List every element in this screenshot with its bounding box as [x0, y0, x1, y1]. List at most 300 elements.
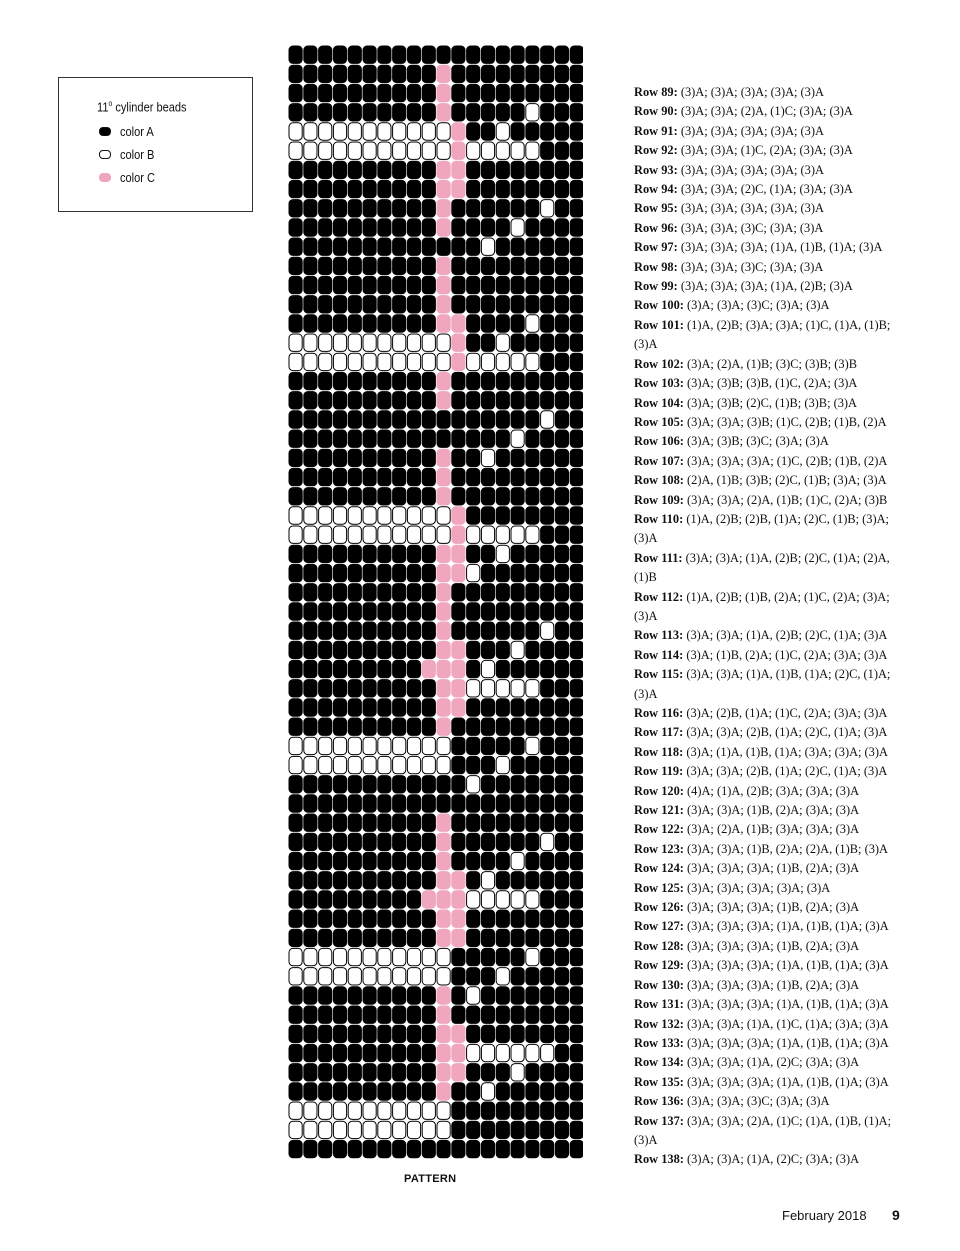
bead: [452, 564, 465, 581]
bead: [526, 564, 539, 581]
row-instructions: [634, 83, 896, 1170]
bead: [348, 142, 361, 159]
bead: [541, 833, 554, 850]
bead: [378, 852, 391, 869]
bead: [289, 891, 302, 908]
bead: [333, 795, 346, 812]
bead: [333, 1006, 346, 1023]
bead: [437, 200, 450, 217]
bead: [555, 699, 568, 716]
bead: [526, 200, 539, 217]
row-label: Row 102:: [634, 356, 684, 371]
bead: [526, 123, 539, 140]
bead: [393, 910, 406, 927]
bead: [289, 1121, 302, 1138]
bead: [452, 200, 465, 217]
bead: [363, 680, 376, 697]
bead: [319, 603, 332, 620]
bead: [319, 276, 332, 293]
row-instruction: [634, 898, 896, 917]
bead: [363, 1064, 376, 1081]
bead: [363, 392, 376, 409]
bead: [348, 948, 361, 965]
bead: [319, 1083, 332, 1100]
bead: [378, 161, 391, 178]
row-text: (3)A; (3)A; (3)A; (1)A, (1)B, (1)A; (3)A: [683, 958, 889, 973]
bead: [496, 603, 509, 620]
bead: [496, 161, 509, 178]
bead: [348, 641, 361, 658]
bead: [348, 315, 361, 332]
bead: [422, 1102, 435, 1119]
row-text: (3)A; (3)A; (2)C, (1)A; (3)A; (3)A: [677, 182, 853, 197]
row-instruction: [634, 413, 896, 432]
bead: [570, 564, 583, 581]
bead: [496, 1121, 509, 1138]
bead: [304, 660, 317, 677]
bead: [526, 372, 539, 389]
bead: [467, 430, 480, 447]
bead: [304, 948, 317, 965]
bead: [407, 1140, 420, 1157]
bead: [289, 929, 302, 946]
bead: [378, 987, 391, 1004]
bead: [496, 296, 509, 313]
bead: [393, 507, 406, 524]
bead: [481, 161, 494, 178]
bead: [407, 526, 420, 543]
bead: [570, 200, 583, 217]
bead: [348, 756, 361, 773]
bead: [452, 123, 465, 140]
bead: [555, 987, 568, 1004]
bead: [555, 468, 568, 485]
bead: [511, 699, 524, 716]
bead: [467, 929, 480, 946]
bead: [378, 1140, 391, 1157]
bead: [437, 660, 450, 677]
bead: [526, 680, 539, 697]
bead: [541, 84, 554, 101]
bead: [511, 276, 524, 293]
bead: [304, 641, 317, 658]
bead: [422, 1006, 435, 1023]
bead: [481, 315, 494, 332]
bead: [304, 1025, 317, 1042]
bead: [289, 1083, 302, 1100]
bead: [304, 296, 317, 313]
bead: [393, 46, 406, 63]
bead: [319, 622, 332, 639]
bead: [289, 430, 302, 447]
bead: [333, 180, 346, 197]
bead: [319, 180, 332, 197]
bead: [393, 123, 406, 140]
row-text: (3)A; (3)A; (3)A; (1)A, (1)B, (1)A; (3)A: [677, 240, 883, 255]
row-label: Row 101:: [634, 317, 684, 332]
bead: [348, 968, 361, 985]
bead: [393, 219, 406, 236]
bead: [467, 180, 480, 197]
bead: [393, 411, 406, 428]
bead: [378, 1044, 391, 1061]
bead: [541, 776, 554, 793]
bead: [333, 200, 346, 217]
bead: [496, 737, 509, 754]
bead: [481, 123, 494, 140]
bead: [378, 968, 391, 985]
bead: [407, 1102, 420, 1119]
bead: [570, 526, 583, 543]
bead: [319, 584, 332, 601]
bead: [541, 814, 554, 831]
bead: [363, 1044, 376, 1061]
bead: [407, 1064, 420, 1081]
bead: [348, 219, 361, 236]
bead: [541, 968, 554, 985]
bead: [422, 334, 435, 351]
bead: [437, 142, 450, 159]
bead: [452, 238, 465, 255]
bead: [363, 852, 376, 869]
bead: [481, 238, 494, 255]
row-instruction: [634, 1053, 896, 1072]
bead: [452, 1102, 465, 1119]
bead: [363, 276, 376, 293]
bead: [422, 852, 435, 869]
bead: [319, 699, 332, 716]
bead: [333, 1044, 346, 1061]
bead: [363, 257, 376, 274]
bead: [555, 564, 568, 581]
row-instruction: [634, 491, 896, 510]
bead: [452, 929, 465, 946]
bead: [348, 737, 361, 754]
bead: [496, 411, 509, 428]
bead: [541, 507, 554, 524]
bead: [333, 142, 346, 159]
bead: [555, 1140, 568, 1157]
bead: [437, 372, 450, 389]
row-label: Row 109:: [634, 492, 684, 507]
row-label: Row 111:: [634, 550, 683, 565]
bead: [481, 1102, 494, 1119]
bead: [348, 545, 361, 562]
bead: [348, 200, 361, 217]
bead: [467, 161, 480, 178]
bead: [467, 718, 480, 735]
row-instruction: [634, 316, 896, 355]
bead: [511, 180, 524, 197]
bead: [570, 84, 583, 101]
bead: [481, 1025, 494, 1042]
bead: [555, 584, 568, 601]
bead: [570, 680, 583, 697]
bead: [511, 814, 524, 831]
bead: [526, 46, 539, 63]
bead: [319, 1140, 332, 1157]
bead: [393, 718, 406, 735]
bead: [333, 46, 346, 63]
row-label: Row 92:: [634, 143, 678, 158]
bead: [363, 315, 376, 332]
bead: [319, 718, 332, 735]
bead: [511, 948, 524, 965]
row-instruction: [634, 665, 896, 704]
bead: [378, 526, 391, 543]
bead: [393, 1006, 406, 1023]
bead: [304, 1044, 317, 1061]
bead: [407, 430, 420, 447]
row-text: (3)A; (3)A; (3)C; (3)A; (3)A: [683, 1094, 830, 1109]
bead: [511, 1064, 524, 1081]
bead: [526, 987, 539, 1004]
row-instruction: [634, 394, 896, 413]
row-instruction: [634, 296, 896, 315]
bead: [422, 65, 435, 82]
bead: [526, 929, 539, 946]
bead: [348, 296, 361, 313]
bead: [526, 315, 539, 332]
bead: [481, 430, 494, 447]
bead: [452, 1006, 465, 1023]
bead: [393, 296, 406, 313]
bead: [526, 142, 539, 159]
bead: [570, 142, 583, 159]
bead: [452, 65, 465, 82]
bead: [304, 584, 317, 601]
bead: [481, 507, 494, 524]
bead: [481, 776, 494, 793]
bead: [289, 392, 302, 409]
bead: [467, 257, 480, 274]
bead: [437, 334, 450, 351]
bead: [481, 718, 494, 735]
bead: [541, 123, 554, 140]
bead: [304, 756, 317, 773]
bead: [511, 161, 524, 178]
bead: [304, 545, 317, 562]
bead: [437, 219, 450, 236]
bead: [422, 584, 435, 601]
bead: [437, 776, 450, 793]
bead: [393, 372, 406, 389]
bead: [496, 372, 509, 389]
bead: [319, 392, 332, 409]
bead: [393, 468, 406, 485]
bead: [555, 200, 568, 217]
bead: [511, 833, 524, 850]
bead: [541, 1025, 554, 1042]
bead: [348, 1044, 361, 1061]
bead: [407, 1025, 420, 1042]
bead: [304, 142, 317, 159]
bead: [363, 296, 376, 313]
bead: [496, 180, 509, 197]
row-instruction: [634, 83, 896, 102]
bead: [452, 84, 465, 101]
bead: [363, 968, 376, 985]
bead: [407, 257, 420, 274]
bead: [570, 65, 583, 82]
bead: [541, 276, 554, 293]
bead: [393, 872, 406, 889]
row-label: Row 114:: [634, 647, 684, 662]
bead: [333, 353, 346, 370]
bead: [393, 315, 406, 332]
bead: [289, 1044, 302, 1061]
row-label: Row 107:: [634, 453, 684, 468]
bead: [378, 814, 391, 831]
bead: [304, 526, 317, 543]
bead: [348, 718, 361, 735]
bead: [437, 526, 450, 543]
bead: [378, 142, 391, 159]
bead: [289, 526, 302, 543]
bead: [407, 603, 420, 620]
bead: [289, 468, 302, 485]
bead: [511, 545, 524, 562]
bead: [555, 776, 568, 793]
bead: [555, 1121, 568, 1138]
bead: [511, 737, 524, 754]
bead: [526, 603, 539, 620]
bead: [555, 46, 568, 63]
bead: [378, 910, 391, 927]
bead: [570, 545, 583, 562]
bead: [393, 737, 406, 754]
bead: [333, 219, 346, 236]
row-instruction: [634, 141, 896, 160]
row-instruction: [634, 762, 896, 781]
bead: [333, 910, 346, 927]
bead: [481, 603, 494, 620]
bead: [363, 1083, 376, 1100]
bead: [407, 545, 420, 562]
bead: [467, 1044, 480, 1061]
bead: [511, 1025, 524, 1042]
bead: [393, 852, 406, 869]
row-label: Row 97:: [634, 240, 678, 255]
bead: [541, 65, 554, 82]
bead: [570, 1006, 583, 1023]
bead: [422, 104, 435, 121]
bead: [555, 1102, 568, 1119]
bead: [333, 526, 346, 543]
bead: [289, 737, 302, 754]
bead: [333, 334, 346, 351]
bead: [541, 929, 554, 946]
bead: [319, 238, 332, 255]
row-label: Row 118:: [634, 744, 684, 759]
bead: [496, 852, 509, 869]
bead: [452, 1083, 465, 1100]
bead: [496, 430, 509, 447]
row-text: (3)A; (1)A, (1)B, (1)A; (3)A; (3)A; (3)A: [683, 744, 888, 759]
bead: [541, 872, 554, 889]
bead: [393, 660, 406, 677]
bead: [304, 833, 317, 850]
bead: [422, 353, 435, 370]
bead: [363, 948, 376, 965]
bead: [452, 392, 465, 409]
bead: [319, 449, 332, 466]
bead: [348, 411, 361, 428]
bead: [541, 468, 554, 485]
bead: [496, 622, 509, 639]
bead: [304, 564, 317, 581]
bead: [526, 507, 539, 524]
bead: [363, 507, 376, 524]
bead: [304, 65, 317, 82]
bead: [496, 142, 509, 159]
bead: [570, 910, 583, 927]
bead: [289, 987, 302, 1004]
bead: [467, 1140, 480, 1157]
bead: [378, 296, 391, 313]
bead: [555, 814, 568, 831]
bead: [452, 430, 465, 447]
bead: [541, 353, 554, 370]
bead: [348, 334, 361, 351]
bead: [555, 411, 568, 428]
bead: [555, 1044, 568, 1061]
bead: [378, 411, 391, 428]
bead: [511, 449, 524, 466]
bead: [452, 968, 465, 985]
bead: [511, 872, 524, 889]
row-instruction: [634, 626, 896, 645]
bead: [437, 622, 450, 639]
bead: [452, 334, 465, 351]
bead: [333, 680, 346, 697]
bead: [496, 468, 509, 485]
bead: [319, 795, 332, 812]
bead: [393, 948, 406, 965]
bead: [526, 910, 539, 927]
bead: [467, 449, 480, 466]
bead: [526, 430, 539, 447]
bead: [496, 276, 509, 293]
bead: [422, 891, 435, 908]
bead: [541, 449, 554, 466]
bead: [555, 1006, 568, 1023]
bead: [452, 776, 465, 793]
row-label: Row 137:: [634, 1113, 684, 1128]
row-instruction: [634, 782, 896, 801]
row-instruction: [634, 937, 896, 956]
bead: [304, 852, 317, 869]
bead: [555, 257, 568, 274]
bead: [422, 795, 435, 812]
bead: [570, 622, 583, 639]
bead: [496, 1044, 509, 1061]
bead: [526, 756, 539, 773]
row-label: Row 103:: [634, 376, 684, 391]
bead: [348, 180, 361, 197]
bead: [511, 910, 524, 927]
bead: [570, 392, 583, 409]
bead: [289, 1006, 302, 1023]
bead: [378, 545, 391, 562]
bead: [467, 1006, 480, 1023]
row-text: (3)A; (3)A; (1)A, (2)B; (2)C, (1)A; (3)A: [683, 628, 888, 643]
bead: [407, 392, 420, 409]
bead: [348, 449, 361, 466]
bead: [363, 411, 376, 428]
bead: [422, 1044, 435, 1061]
bead: [304, 622, 317, 639]
